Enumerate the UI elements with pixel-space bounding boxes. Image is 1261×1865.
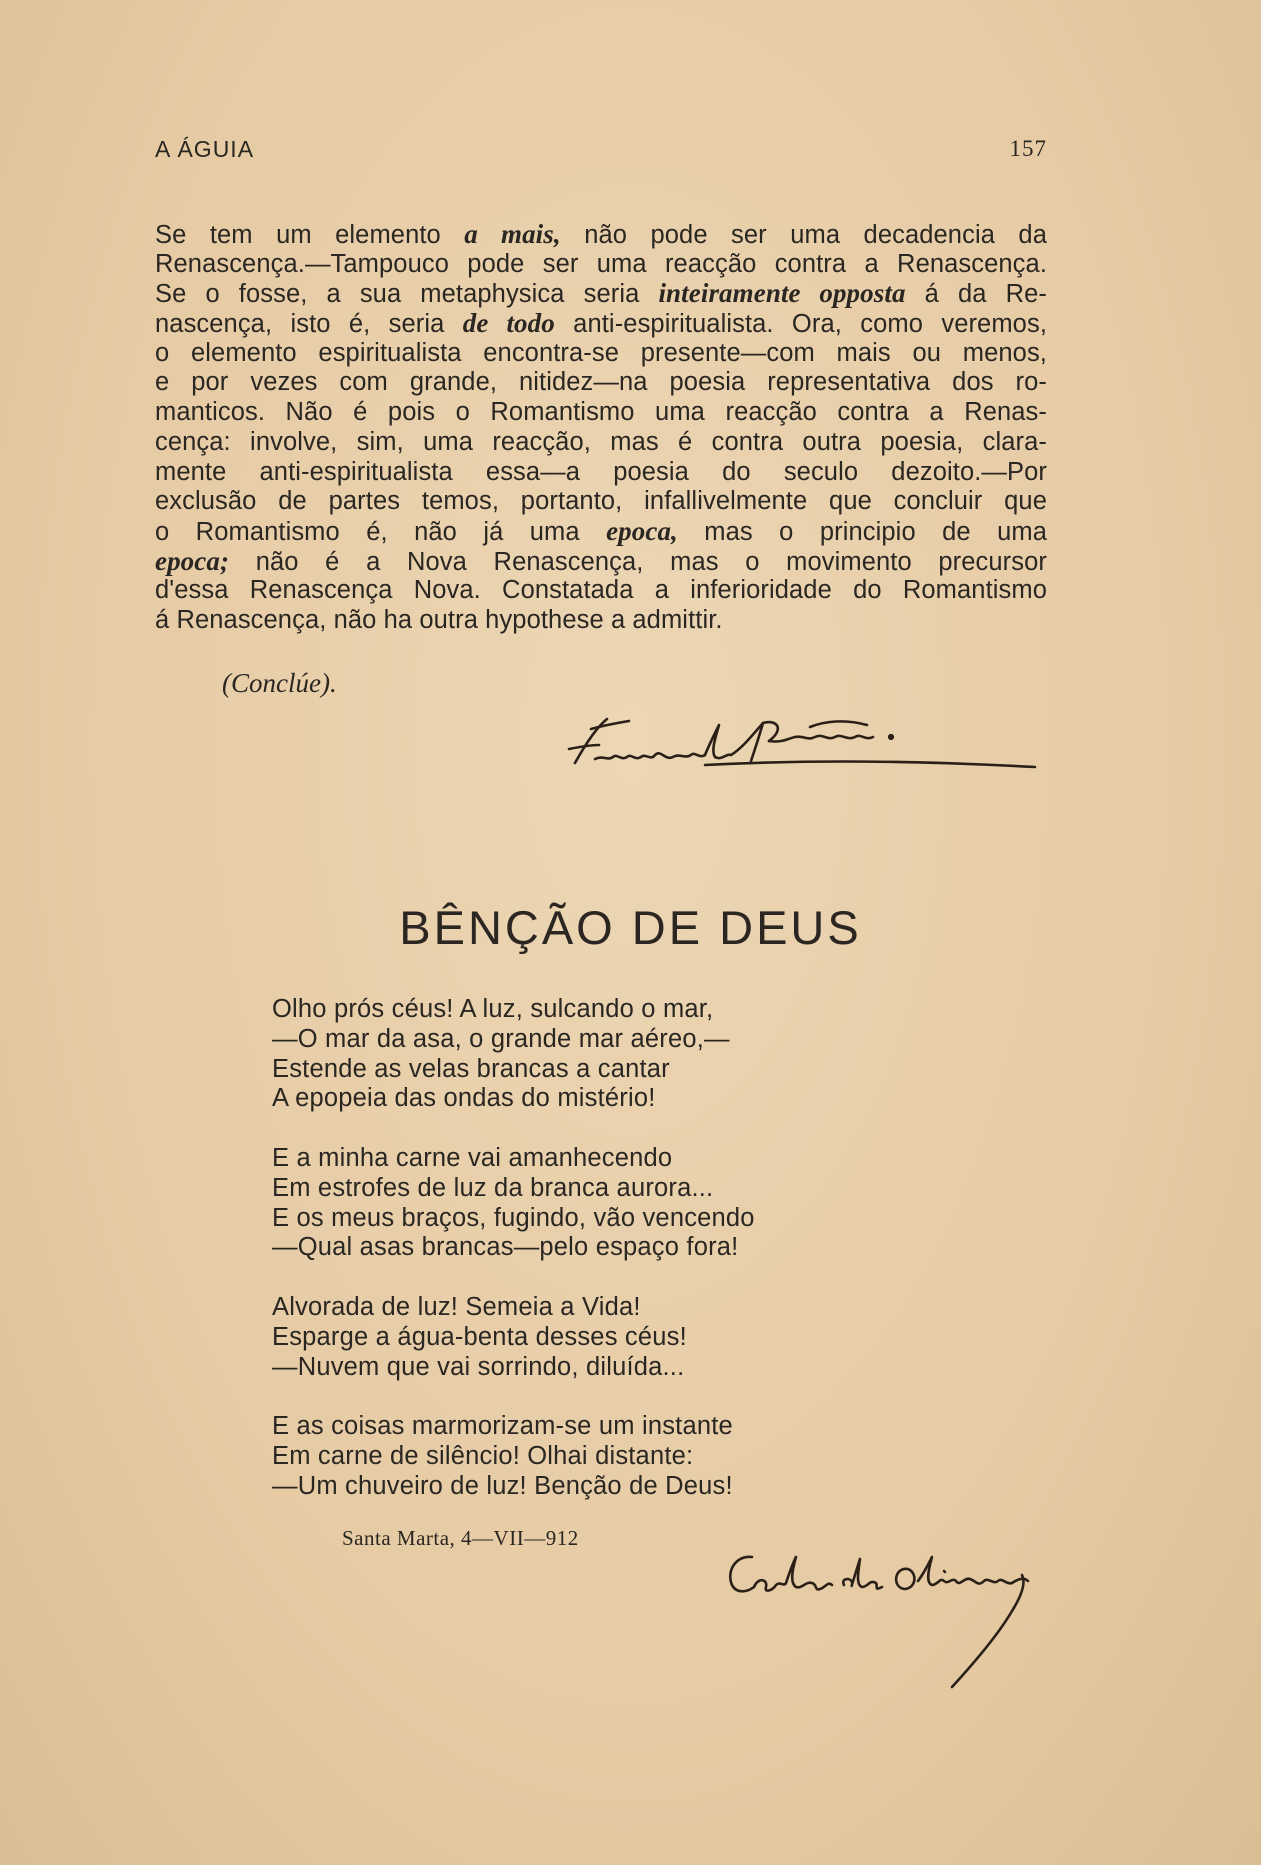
page-number: 157 (1009, 136, 1047, 161)
text-segment: á Renascença, não ha outra hypothese a admittir. (155, 605, 723, 634)
text-line (155, 428, 1047, 458)
poem-verse: Em estrofes de luz da branca aurora... (272, 1173, 714, 1202)
italic-phrase: a mais, (464, 219, 561, 249)
poem-verse: Esparge a água-benta desses céus! (272, 1322, 687, 1351)
text-line (155, 339, 1047, 369)
text-line (155, 250, 1047, 280)
text-line (155, 279, 1047, 309)
poem-verse: —O mar da asa, o grande mar aéreo,— (272, 1024, 730, 1053)
text-line (155, 547, 1047, 577)
text-line (155, 309, 1047, 339)
essay-text (155, 220, 1047, 636)
text-line (155, 220, 1047, 250)
text-segment: e por vezes com grande, nitidez—na poesia representativa dos ro- (155, 368, 1047, 397)
text-segment: mas o principio de uma (677, 517, 1047, 546)
signature-carlos-de-oliveira (722, 1545, 1042, 1695)
text-segment: cença: involve, sim, uma reacção, mas é contra outra poesia, clara- (155, 427, 1047, 456)
text-segment: manticos. Não é pois o Romantismo uma reacção contra a Renas- (155, 398, 1047, 427)
text-segment: d'essa Renascença Nova. Constatada a inferioridade do Romantismo (155, 576, 1047, 605)
poem-stanza (272, 1144, 832, 1263)
text-segment: á da Re- (905, 280, 1047, 309)
text-segment: anti-espiritualista. Ora, como veremos, (554, 310, 1048, 339)
text-segment: não é a Nova Renascença, mas o movimento precursor (229, 547, 1047, 576)
italic-phrase: epoca, (606, 515, 678, 546)
italic-phrase: de todo (462, 308, 555, 339)
text-segment: o Romantismo é, não já uma (155, 517, 607, 546)
text-segment: mente anti-espiritualista essa—a poesia do seculo dezoito.—Por (155, 457, 1047, 486)
text-line (155, 606, 1047, 636)
poem-stanza (272, 1293, 832, 1382)
text-line (155, 576, 1047, 606)
poem-verse: Olho prós céus! A luz, sulcando o mar, (272, 995, 714, 1023)
poem-stanza (272, 995, 832, 1114)
poem-dateline: Santa Marta, 4—VII—912 (342, 1526, 579, 1550)
poem-verse: E a minha carne vai amanhecendo (272, 1143, 673, 1172)
poem-title: BÊNÇÃO DE DEUS (399, 901, 862, 954)
poem-body (272, 995, 832, 1531)
text-line (155, 368, 1047, 398)
poem-verse: —Um chuveiro de luz! Benção de Deus! (272, 1471, 733, 1500)
poem-verse: Alvorada de luz! Semeia a Vida! (272, 1292, 641, 1321)
text-line (155, 487, 1047, 517)
italic-phrase: inteiramente opposta (658, 278, 906, 309)
text-segment: Se tem um elemento (155, 221, 465, 249)
poem-verse: —Qual asas brancas—pelo espaço fora! (272, 1233, 739, 1262)
conclusion-note: (Conclúe). (222, 668, 337, 698)
text-segment: nascença, isto é, seria (155, 310, 463, 339)
text-segment: Se o fosse, a sua metaphysica seria (155, 280, 659, 309)
text-segment: o elemento espiritualista encontra-se presente—com mais ou menos, (155, 338, 1047, 367)
poem-verse: E os meus braços, fugindo, vão vencendo (272, 1203, 755, 1232)
text-line (155, 398, 1047, 428)
poem-verse: Em carne de silêncio! Olhai distante: (272, 1441, 694, 1470)
poem-stanza (272, 1412, 832, 1501)
poem-verse: —Nuvem que vai sorrindo, diluída... (272, 1352, 685, 1381)
poem-verse: E as coisas marmorizam-se um instante (272, 1412, 733, 1441)
signature-fernando-pessoa (555, 715, 1055, 785)
running-head (155, 136, 1047, 168)
poem-verse: Estende as velas brancas a cantar (272, 1054, 670, 1083)
text-line (155, 517, 1047, 547)
poem-verse: A epopeia das ondas do mistério! (272, 1084, 656, 1113)
text-segment: Renascença.—Tampouco pode ser uma reacção contra a Renascença. (155, 249, 1047, 278)
text-segment: exclusão de partes temos, portanto, infallivelmente que concluir que (155, 487, 1047, 516)
text-segment: não pode ser uma decadencia da (560, 221, 1047, 249)
italic-phrase: epoca; (155, 545, 230, 576)
text-line (155, 458, 1047, 488)
journal-title: A ÁGUIA (155, 136, 255, 162)
